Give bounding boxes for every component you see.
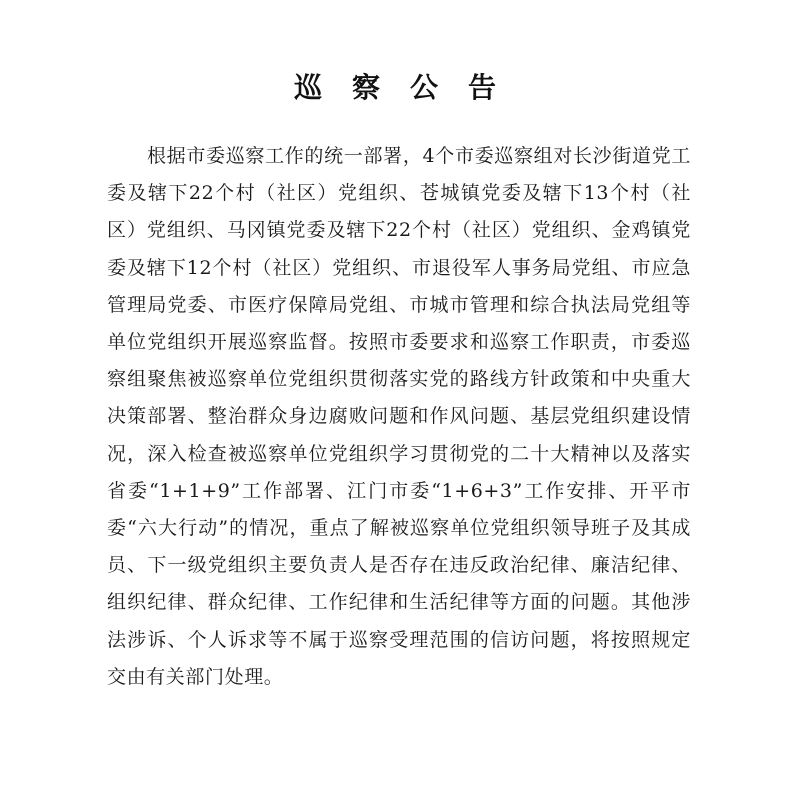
- document-body-paragraph: 根据市委巡察工作的统一部署，4个市委巡察组对长沙街道党工委及辖下22个村（社区）党组织、苍城镇党委及辖下13个村（社区）党组织、马冈镇党委及辖下22个村（社区）党组织、金鸡镇党委及辖下12个村（社区）党组织、市退役军人事务局党组、市应急管理局党委、市医疗保障局党组、市城市管理和综合执法局党组等单位党组织开展巡察监督。按照市委要求和巡察工作职责，市委巡察组聚焦被巡察单位党组织贯彻落实党的路线方针政策和中央重大决策部署、整治群众身边腐败问题和作风问题、基层党组织建设情况，深入检查被巡察单位党组织学习贯彻党的二十大精神以及落实省委“1+1+9”工作部署、江门市委“1+6+3”工作安排、开平市委“六大行动”的情况，重点了解被巡察单位党组织领导班子及其成员、下一级党组织主要负责人是否存在违反政治纪律、廉洁纪律、组织纪律、群众纪律、工作纪律和生活纪律等方面的问题。其他涉法涉诉、个人诉求等不属于巡察受理范围的信访问题，将按照规定交由有关部门处理。: [107, 145, 691, 688]
- document-title: 巡察公告: [293, 71, 526, 104]
